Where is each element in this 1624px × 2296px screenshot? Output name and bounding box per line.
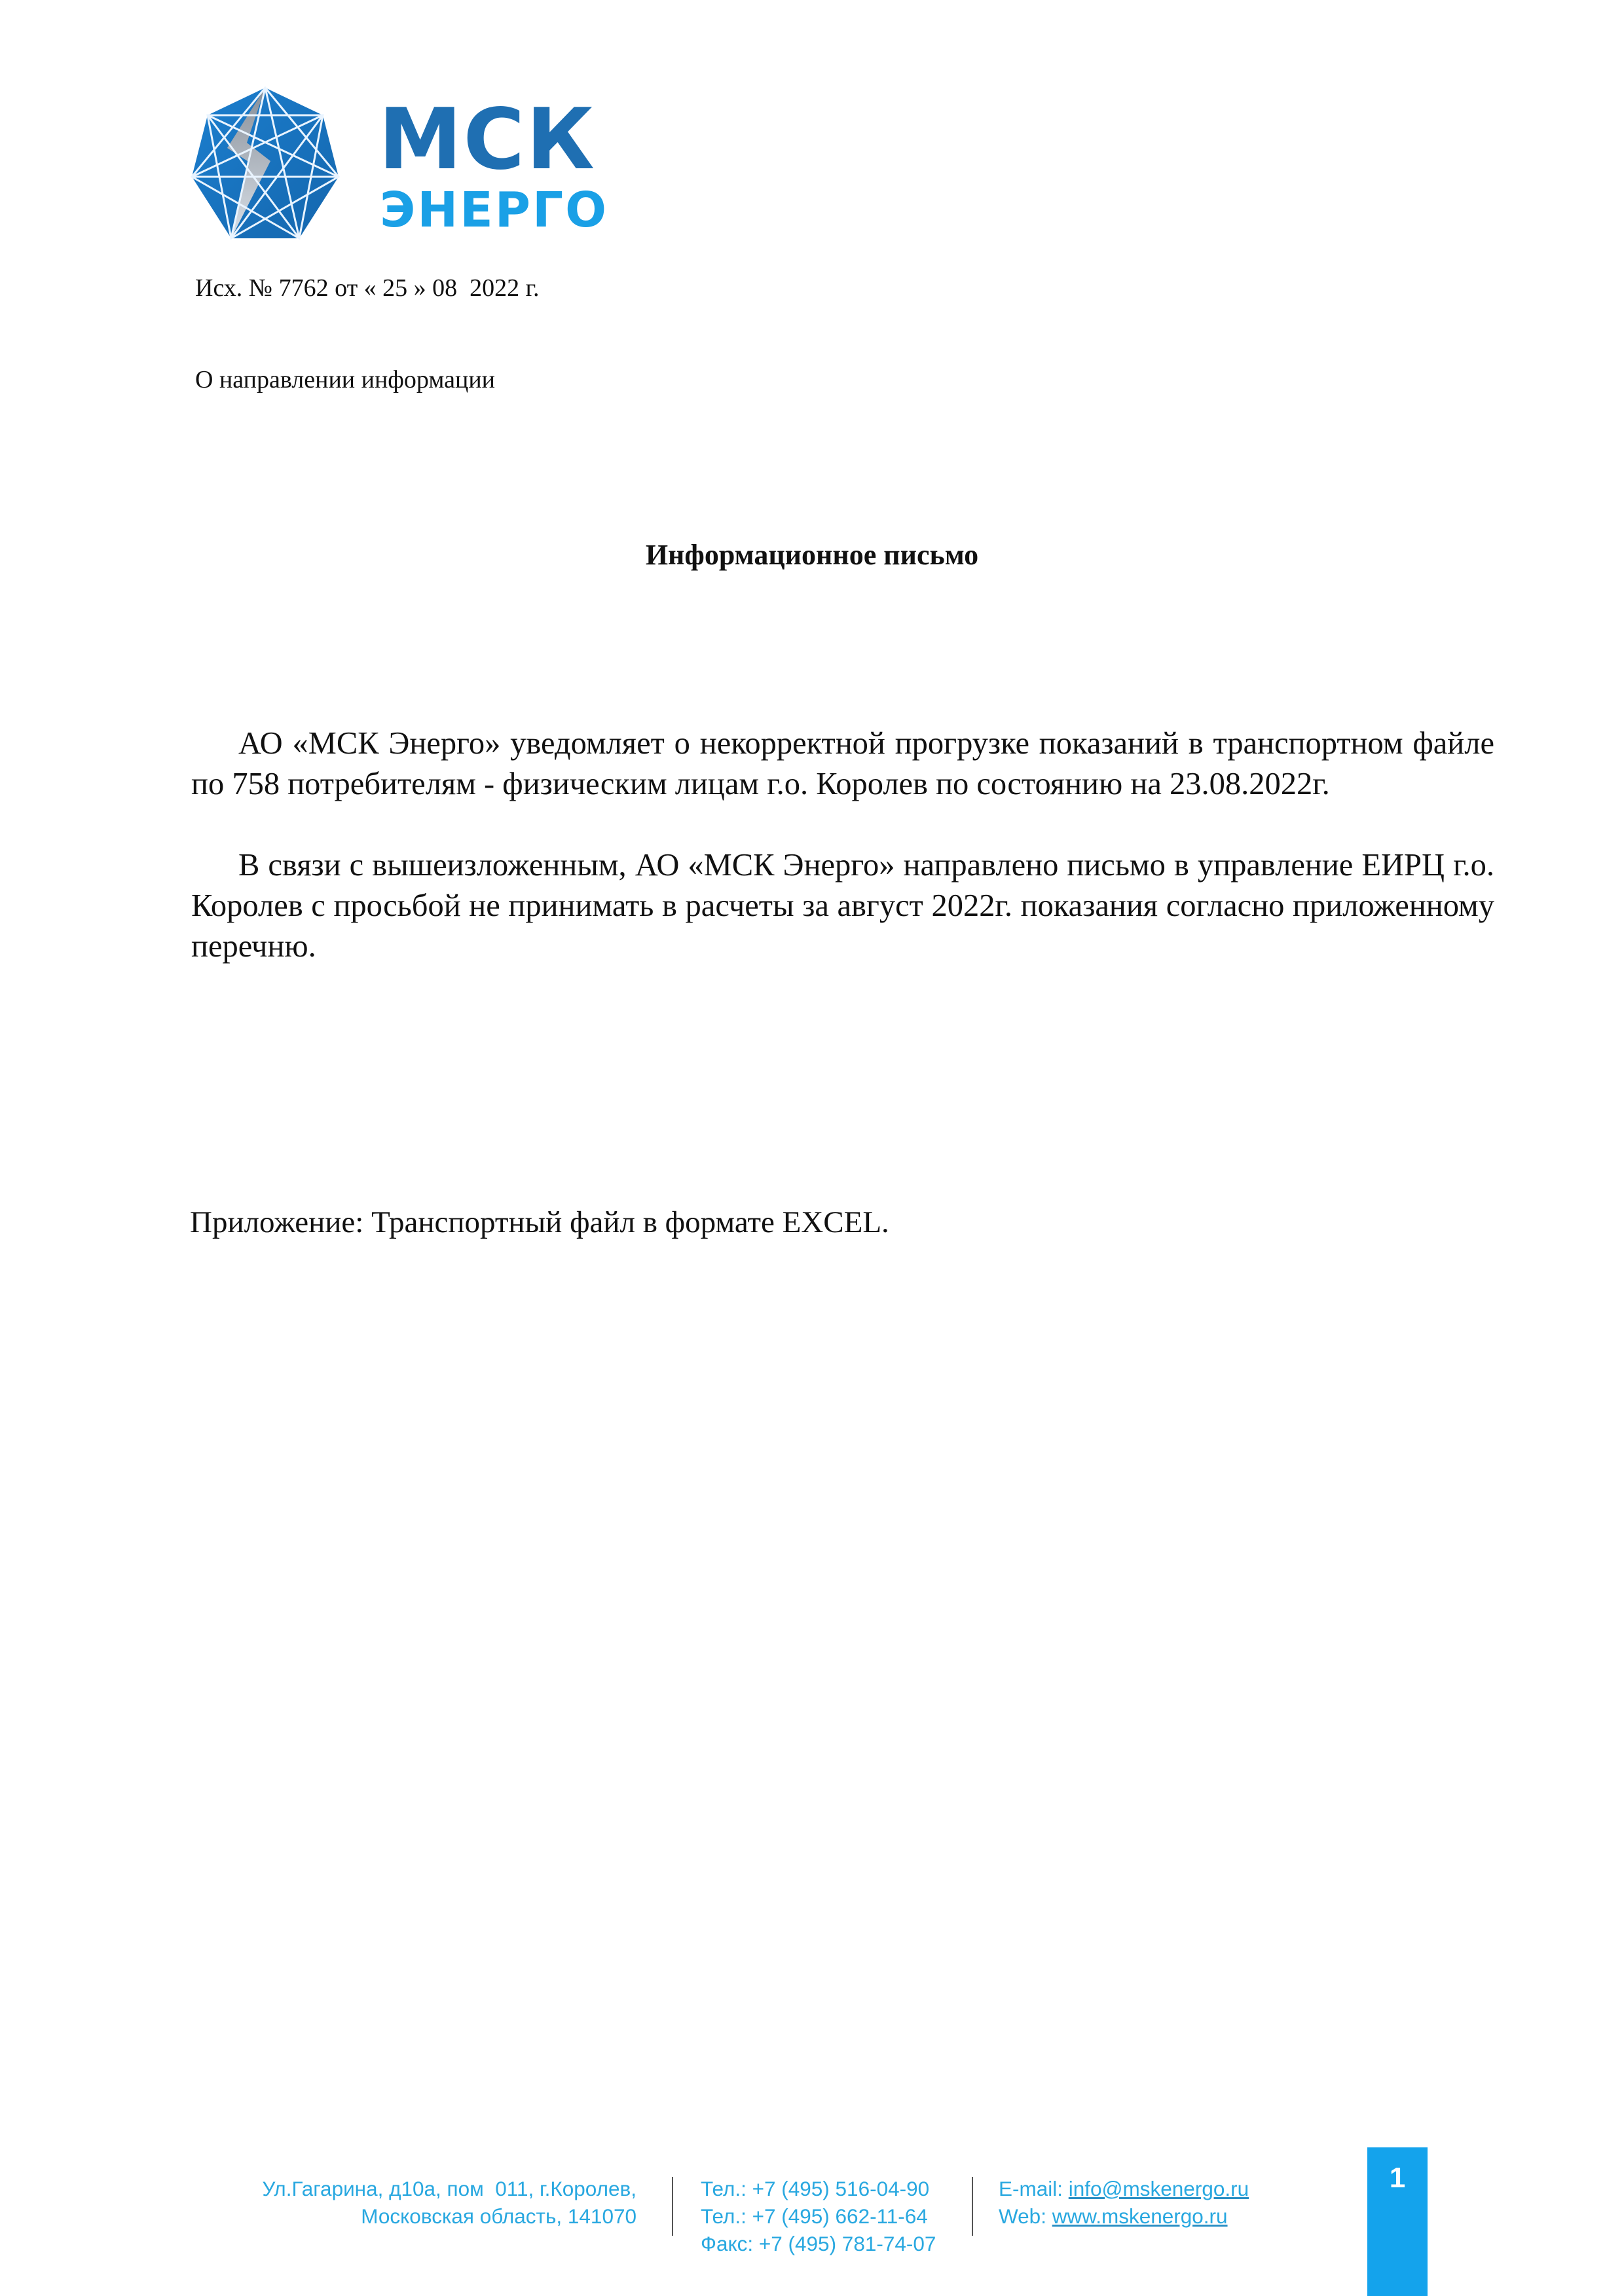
footer-divider — [672, 2177, 673, 2236]
body-paragraph: АО «МСК Энерго» уведомляет о некорректной прогрузке показаний в транспортном файле по 758 потребителям - физическим лицам г.о. Королев по состоянию на 23.08.2022г. — [191, 726, 1494, 801]
logo-heptagon-star-icon — [187, 84, 344, 246]
fax: Факс: +7 (495) 781-74-07 — [701, 2232, 936, 2255]
document-title: Информационное письмо — [645, 539, 979, 571]
web-row — [999, 2202, 1249, 2230]
page-number-badge — [1367, 2147, 1428, 2296]
email-link[interactable]: info@mskenergo.ru — [1068, 2177, 1249, 2200]
attachment-note: Приложение: Транспортный файл в формате EXCEL. — [190, 1205, 889, 1239]
email-row — [999, 2175, 1249, 2202]
website-link[interactable]: www.mskenergo.ru — [1052, 2204, 1228, 2228]
body-paragraph: В связи с вышеизложенным, АО «МСК Энерго» направлено письмо в управление ЕИРЦ г.о. Королев с просьбой не принимать в расчеты за август 2022г. показания согласно приложенному перечню. — [191, 848, 1494, 964]
email-label: E-mail: — [999, 2177, 1069, 2200]
web-label: Web: — [999, 2204, 1052, 2228]
logo-text-energo: ЭНЕРГО — [380, 182, 609, 238]
footer-phones — [701, 2175, 936, 2257]
logo-text-msk: МСК — [378, 91, 596, 189]
footer-contacts — [999, 2175, 1249, 2230]
outgoing-reference-number: Исх. № 7762 от « 25 » 08 2022 г. — [195, 274, 540, 302]
letter-subject: О направлении информации — [195, 366, 496, 393]
address-line-2: Московская область, 141070 — [361, 2204, 637, 2228]
page-number: 1 — [1389, 2162, 1406, 2194]
footer-divider — [972, 2177, 973, 2236]
footer-address — [249, 2175, 637, 2230]
phone-1: Тел.: +7 (495) 516-04-90 — [701, 2177, 930, 2200]
address-line-1: Ул.Гагарина, д10а, пом 011, г.Королев, — [262, 2177, 637, 2200]
phone-2: Тел.: +7 (495) 662-11-64 — [701, 2204, 928, 2228]
